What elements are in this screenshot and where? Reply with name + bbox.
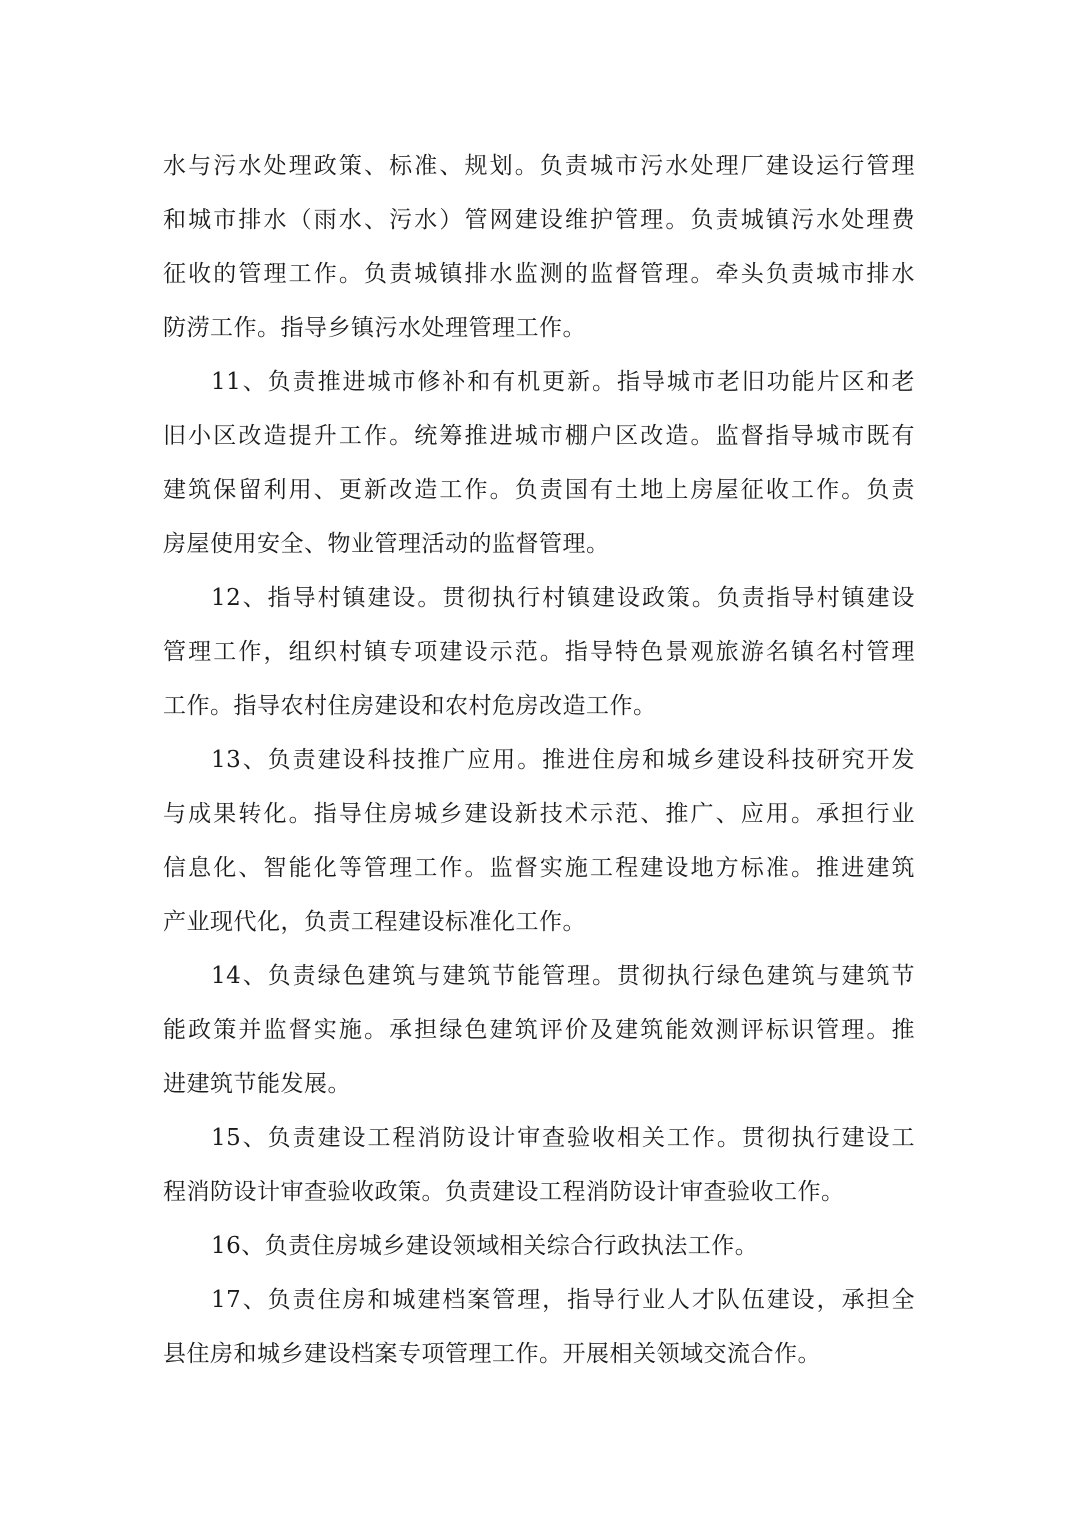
text-line: 房屋使用安全、物业管理活动的监督管理。 (163, 531, 610, 557)
text-line: 与成果转化。指导住房城乡建设新技术示范、推广、应用。承担行业 (163, 801, 915, 827)
text-line: 程消防设计审查验收政策。负责建设工程消防设计审查验收工作。 (163, 1179, 845, 1205)
text-line: 13、负责建设科技推广应用。推进住房和城乡建设科技研究开发 (211, 747, 915, 773)
paragraph-14 (163, 949, 915, 1111)
text-line: 县住房和城乡建设档案专项管理工作。开展相关领域交流合作。 (163, 1341, 821, 1367)
paragraph-15 (163, 1111, 915, 1219)
text-line: 17、负责住房和城建档案管理，指导行业人才队伍建设，承担全 (211, 1287, 915, 1313)
text-line: 产业现代化，负责工程建设标准化工作。 (163, 909, 586, 935)
text-line: 11、负责推进城市修补和有机更新。指导城市老旧功能片区和老 (211, 369, 915, 395)
text-line: 和城市排水（雨水、污水）管网建设维护管理。负责城镇污水处理费 (163, 207, 915, 233)
paragraph-16 (163, 1219, 915, 1273)
text-line: 信息化、智能化等管理工作。监督实施工程建设地方标准。推进建筑 (163, 855, 915, 881)
text-line: 管理工作，组织村镇专项建设示范。指导特色景观旅游名镇名村管理 (163, 639, 915, 665)
paragraph-17 (163, 1273, 915, 1381)
paragraph-12 (163, 571, 915, 733)
paragraph-10-continued (163, 139, 915, 355)
text-line: 水与污水处理政策、标准、规划。负责城市污水处理厂建设运行管理 (163, 153, 915, 179)
paragraph-13 (163, 733, 915, 949)
text-line: 征收的管理工作。负责城镇排水监测的监督管理。牵头负责城市排水 (163, 261, 915, 287)
text-line: 能政策并监督实施。承担绿色建筑评价及建筑能效测评标识管理。推 (163, 1017, 915, 1043)
document-body (163, 139, 915, 1381)
text-line: 15、负责建设工程消防设计审查验收相关工作。贯彻执行建设工 (211, 1125, 915, 1151)
text-line: 12、指导村镇建设。贯彻执行村镇建设政策。负责指导村镇建设 (211, 585, 915, 611)
text-line: 旧小区改造提升工作。统筹推进城市棚户区改造。监督指导城市既有 (163, 423, 915, 449)
text-line: 工作。指导农村住房建设和农村危房改造工作。 (163, 693, 657, 719)
text-line: 进建筑节能发展。 (163, 1071, 351, 1097)
text-line: 14、负责绿色建筑与建筑节能管理。贯彻执行绿色建筑与建筑节 (211, 963, 915, 989)
text-line: 16、负责住房城乡建设领域相关综合行政执法工作。 (211, 1233, 759, 1259)
text-line: 防涝工作。指导乡镇污水处理管理工作。 (163, 315, 586, 341)
text-line: 建筑保留利用、更新改造工作。负责国有土地上房屋征收工作。负责 (163, 477, 915, 503)
paragraph-11 (163, 355, 915, 571)
